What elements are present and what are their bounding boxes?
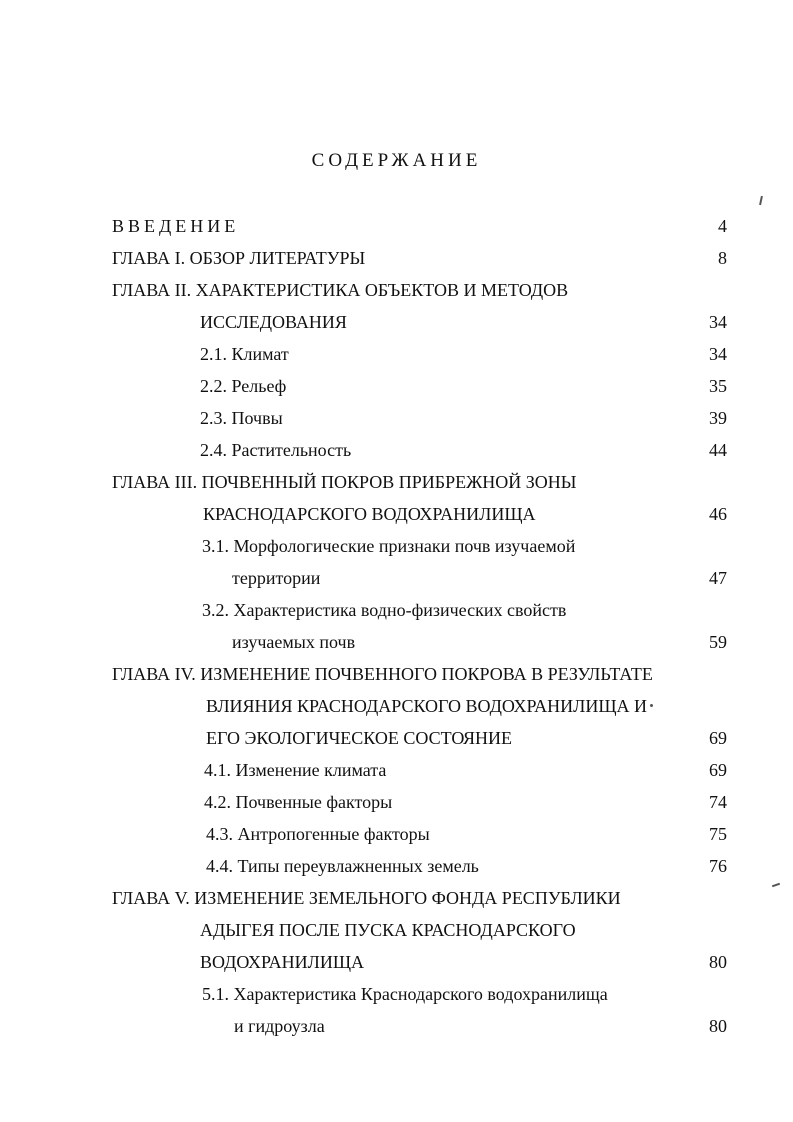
toc-entry-text: КРАСНОДАРСКОГО ВОДОХРАНИЛИЩА	[203, 504, 536, 524]
toc-entry-text: 3.1. Морфологические признаки почв изучаемой	[202, 536, 576, 556]
toc-page-number: 80	[709, 952, 727, 972]
toc-entry-text: ИССЛЕДОВАНИЯ	[200, 312, 347, 332]
toc-entry-text: ЕГО ЭКОЛОГИЧЕСКОЕ СОСТОЯНИЕ	[206, 728, 513, 748]
toc-entry	[0, 626, 793, 658]
toc-entry	[0, 658, 793, 690]
toc-entry	[0, 818, 793, 850]
toc-page-number: 44	[709, 440, 727, 460]
toc-entry-text: ВОДОХРАНИЛИЩА	[200, 952, 365, 972]
toc-entry-text: 4.4. Типы переувлажненных земель	[206, 856, 479, 876]
toc-entry	[0, 498, 793, 530]
toc-entry	[0, 1010, 793, 1042]
toc-entry	[0, 594, 793, 626]
toc-entry	[0, 242, 793, 274]
toc-entry	[0, 882, 793, 914]
toc-page-number: 76	[709, 856, 727, 876]
toc-entry	[0, 914, 793, 946]
toc-entry-text: 3.2. Характеристика водно-физических свойств	[202, 600, 567, 620]
toc-page-number: 35	[709, 376, 727, 396]
toc-entry-text: ГЛАВА IV. ИЗМЕНЕНИЕ ПОЧВЕННОГО ПОКРОВА В РЕЗУЛЬТАТЕ	[112, 664, 653, 684]
toc-entry-text: ГЛАВА II. ХАРАКТЕРИСТИКА ОБЪЕКТОВ И МЕТОДОВ	[112, 280, 569, 300]
toc-entry	[0, 850, 793, 882]
toc-entry-text: 4.1. Изменение климата	[204, 760, 387, 780]
toc-entry-text: 2.2. Рельеф	[200, 376, 287, 396]
toc-entry	[0, 402, 793, 434]
toc-page-number: 69	[709, 728, 727, 748]
toc-entry-text: территории	[232, 568, 321, 588]
toc-entry-text: изучаемых почв	[232, 632, 356, 652]
toc-page-number: 75	[709, 824, 727, 844]
toc-entry	[0, 338, 793, 370]
toc-page-number: 80	[709, 1016, 727, 1036]
toc-entry-text: ГЛАВА III. ПОЧВЕННЫЙ ПОКРОВ ПРИБРЕЖНОЙ ЗОНЫ	[112, 472, 577, 492]
toc-entry-text: АДЫГЕЯ ПОСЛЕ ПУСКА КРАСНОДАРСКОГО	[200, 920, 576, 940]
toc-entry-text: ГЛАВА I. ОБЗОР ЛИТЕРАТУРЫ	[112, 248, 366, 268]
toc-entry	[0, 210, 793, 242]
toc-entry-text: 5.1. Характеристика Краснодарского водохранилища	[202, 984, 608, 1004]
toc-entry	[0, 306, 793, 338]
toc-entry	[0, 978, 793, 1010]
toc-entry	[0, 754, 793, 786]
toc-page-number: 34	[709, 312, 727, 332]
toc-page-number: 74	[709, 792, 727, 812]
toc-entry-text: 2.3. Почвы	[200, 408, 283, 428]
toc-page-number: 4	[718, 216, 727, 236]
toc-page-number: 39	[709, 408, 727, 428]
toc-entry-text: ГЛАВА V. ИЗМЕНЕНИЕ ЗЕМЕЛЬНОГО ФОНДА РЕСПУБЛИКИ	[112, 888, 621, 908]
toc-entry	[0, 562, 793, 594]
toc-page-number: 8	[718, 248, 727, 268]
toc-page-number: 46	[709, 504, 727, 524]
toc-entry	[0, 946, 793, 978]
toc-page-number: 34	[709, 344, 727, 364]
toc-entry-text: 4.3. Антропогенные факторы	[206, 824, 430, 844]
scan-speck	[759, 196, 763, 205]
toc-entry	[0, 466, 793, 498]
toc-entry	[0, 786, 793, 818]
toc-entry	[0, 434, 793, 466]
toc-entry-text: и гидроузла	[234, 1016, 325, 1036]
toc-entry-text: ВВЕДЕНИЕ	[112, 216, 240, 236]
toc-entry-text: 2.1. Климат	[200, 344, 289, 364]
toc-entry	[0, 722, 793, 754]
toc-entry-text: ВЛИЯНИЯ КРАСНОДАРСКОГО ВОДОХРАНИЛИЩА И	[206, 696, 648, 716]
toc-entry	[0, 274, 793, 306]
toc-page-number: 47	[709, 568, 727, 588]
page-title: СОДЕРЖАНИЕ	[311, 150, 482, 171]
toc-entry	[0, 530, 793, 562]
table-of-contents	[0, 210, 793, 1042]
toc-entry	[0, 370, 793, 402]
toc-entry-text: 2.4. Растительность	[200, 440, 352, 460]
scan-speck	[650, 704, 653, 707]
toc-page-number: 59	[709, 632, 727, 652]
toc-entry-text: 4.2. Почвенные факторы	[204, 792, 393, 812]
toc-page-number: 69	[709, 760, 727, 780]
toc-entry	[0, 690, 793, 722]
